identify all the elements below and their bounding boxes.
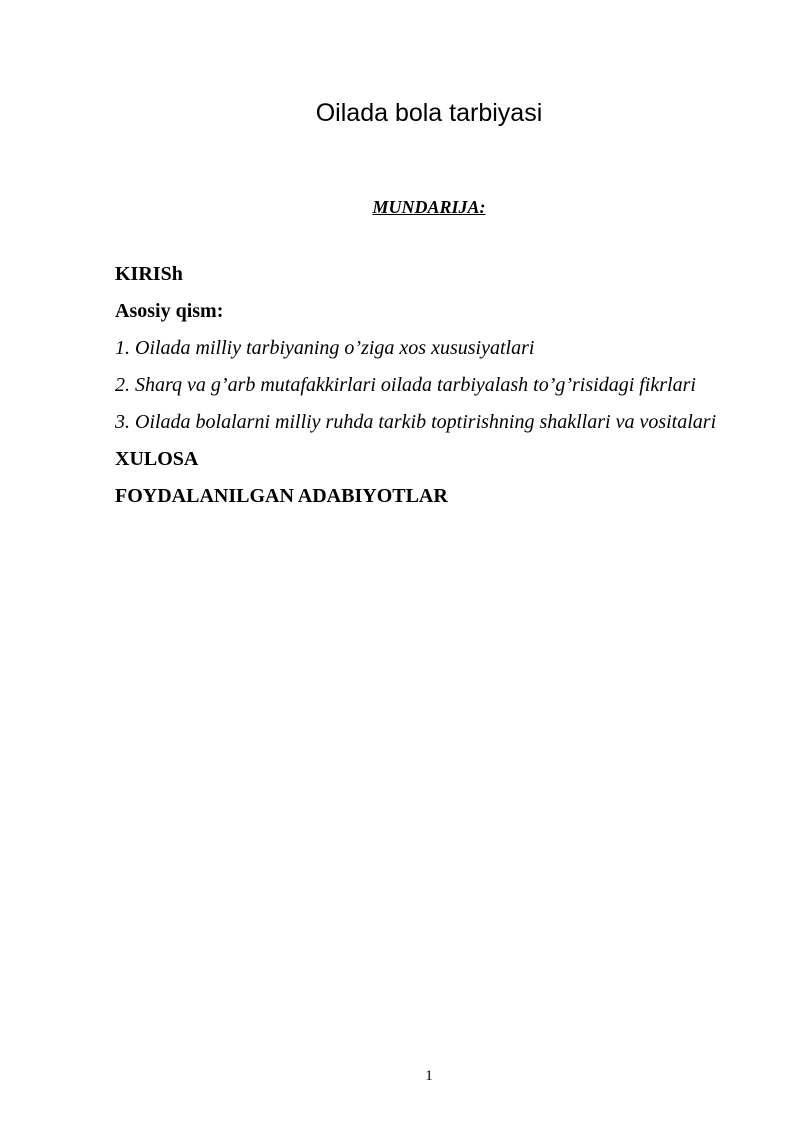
table-of-contents — [115, 256, 765, 515]
toc-item-section-1: 1. Oilada milliy tarbiyaning o’ziga xos xususiyatlari — [115, 337, 535, 359]
toc-item-references: FOYDALANILGAN ADABIYOTLAR — [115, 485, 448, 507]
page-number: 1 — [425, 1068, 433, 1084]
toc-item-main-part: Asosiy qism: — [115, 300, 224, 322]
toc-item-conclusion: XULOSA — [115, 448, 199, 470]
toc-heading: MUNDARIJA: — [372, 197, 486, 217]
toc-item-introduction: KIRISh — [115, 263, 183, 285]
document-title: Oilada bola tarbiyasi — [315, 99, 543, 127]
toc-item-section-3: 3. Oilada bolalarni milliy ruhda tarkib toptirishning shakllari va vositalari — [115, 411, 717, 433]
toc-item-section-2: 2. Sharq va g’arb mutafakkirlari oilada tarbiyalash to’g’risidagi fikrlari — [115, 374, 696, 396]
